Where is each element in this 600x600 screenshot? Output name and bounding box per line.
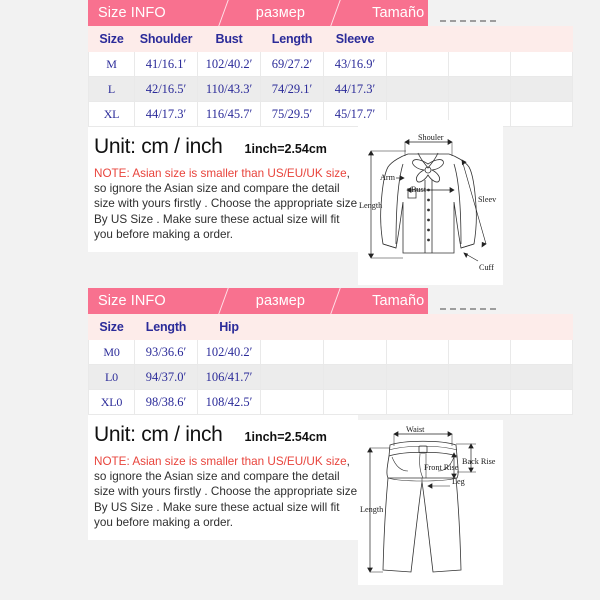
note-line: By US Size . Make sure these actual size will fit: [94, 500, 340, 514]
blouse-label-cuff: Cuff: [479, 263, 494, 272]
column-header: [511, 315, 573, 340]
cell-value: [324, 340, 387, 365]
column-header: Length: [261, 27, 324, 52]
banner-title-ru: размер: [255, 292, 306, 309]
blouse-label-shoulder: Shouler: [418, 133, 444, 142]
dashed-rule-top: [440, 20, 496, 22]
cell-size: L: [89, 77, 135, 102]
cell-value: [261, 390, 324, 415]
cell-value: 69/27.2′: [261, 52, 324, 77]
size-table-top: [88, 26, 573, 127]
table-row: [89, 52, 573, 77]
pants-label-length: Length: [360, 505, 384, 514]
pants-label-front-rise: Front Rise: [424, 463, 459, 472]
note-block: [94, 166, 358, 242]
cell-value: 108/42.5′: [198, 390, 261, 415]
dashed-rule-bottom: [440, 308, 496, 310]
cell-value: [511, 390, 573, 415]
cell-value: [511, 365, 573, 390]
table-row: [89, 77, 573, 102]
cell-value: [387, 365, 449, 390]
column-header: [449, 315, 511, 340]
note-heading: NOTE: Asian size is smaller than US/EU/UK size: [94, 167, 347, 180]
size-info-banner-top: [88, 0, 428, 26]
table-row: [89, 365, 573, 390]
cell-value: [449, 77, 511, 102]
banner-separator-icon: [218, 288, 228, 314]
blouse-label-bust: Bust: [411, 185, 427, 194]
cell-value: 98/38.6′: [135, 390, 198, 415]
table-header-row: [89, 27, 573, 52]
cell-value: [387, 52, 449, 77]
table-row: [89, 340, 573, 365]
cell-value: 106/41.7′: [198, 365, 261, 390]
cell-value: 102/40.2′: [198, 340, 261, 365]
cell-value: 75/29.5′: [261, 102, 324, 127]
cell-value: [261, 340, 324, 365]
cell-value: [511, 52, 573, 77]
banner-title-en: Size INFO: [98, 4, 166, 21]
cell-value: 43/16.9′: [324, 52, 387, 77]
unit-note-panel-top: [88, 127, 358, 252]
cell-value: [387, 77, 449, 102]
pants-label-leg: Leg: [452, 477, 465, 486]
size-info-banner-bottom: [88, 288, 428, 314]
pants-diagram-svg: [358, 420, 503, 585]
cell-value: 44/17.3′: [135, 102, 198, 127]
size-table-bottom: [88, 314, 573, 415]
cell-value: [261, 365, 324, 390]
column-header: [511, 27, 573, 52]
pants-label-waist: Waist: [406, 425, 425, 434]
blouse-label-arm: Arm: [380, 173, 396, 182]
banner-title-ru: размер: [255, 4, 306, 21]
cell-value: [449, 52, 511, 77]
cell-value: 42/16.5′: [135, 77, 198, 102]
blouse-label-sleeve: Sleev: [478, 195, 497, 204]
column-header: [261, 315, 324, 340]
banner-separator-icon: [330, 288, 340, 314]
column-header: Sleeve: [324, 27, 387, 52]
column-header: Length: [135, 315, 198, 340]
cell-value: 45/17.7′: [324, 102, 387, 127]
cell-value: [449, 390, 511, 415]
unit-row: [94, 423, 358, 447]
column-header: Hip: [198, 315, 261, 340]
note-line: [94, 454, 358, 484]
cell-value: [387, 390, 449, 415]
cell-value: 116/45.7′: [198, 102, 261, 127]
unit-label: Unit: cm / inch: [94, 423, 223, 446]
cell-value: [511, 340, 573, 365]
cell-value: [324, 365, 387, 390]
cell-value: 41/16.1′: [135, 52, 198, 77]
banner-separator-icon: [330, 0, 340, 26]
unit-row: [94, 135, 358, 159]
cell-value: [511, 77, 573, 102]
cell-size: M0: [89, 340, 135, 365]
banner-title-es: Tamaño: [372, 4, 425, 21]
column-header: [387, 27, 449, 52]
note-line-text: , so ignore the Asian size and compare the detail: [94, 167, 350, 196]
column-header: Bust: [198, 27, 261, 52]
column-header: [449, 27, 511, 52]
cell-size: M: [89, 52, 135, 77]
cell-value: [449, 365, 511, 390]
cell-size: XL0: [89, 390, 135, 415]
banner-title-en: Size INFO: [98, 292, 166, 309]
unit-label: Unit: cm / inch: [94, 135, 223, 158]
unit-conversion: 1inch=2.54cm: [244, 430, 327, 444]
note-line: By US Size . Make sure these actual size will fit: [94, 212, 340, 226]
cell-value: [511, 102, 573, 127]
cell-size: L0: [89, 365, 135, 390]
column-header: Size: [89, 27, 135, 52]
column-header: [324, 315, 387, 340]
blouse-measurement-diagram: [358, 120, 503, 285]
cell-value: 44/17.3′: [324, 77, 387, 102]
column-header: [387, 315, 449, 340]
note-line: you before making a order.: [94, 515, 234, 529]
cell-value: [324, 390, 387, 415]
blouse-diagram-svg: [358, 120, 503, 285]
cell-value: 74/29.1′: [261, 77, 324, 102]
unit-conversion: 1inch=2.54cm: [244, 142, 327, 156]
cell-value: 93/36.6′: [135, 340, 198, 365]
pants-measurement-diagram: [358, 420, 503, 585]
column-header: Size: [89, 315, 135, 340]
note-heading: NOTE: Asian size is smaller than US/EU/UK size: [94, 455, 347, 468]
note-line: size with yours firstly . Choose the appropriate size: [94, 485, 358, 499]
cell-value: 94/37.0′: [135, 365, 198, 390]
banner-title-es: Tamaño: [372, 292, 425, 309]
cell-size: XL: [89, 102, 135, 127]
cell-value: 110/43.3′: [198, 77, 261, 102]
table-header-row: [89, 315, 573, 340]
note-line: [94, 166, 358, 196]
cell-value: [449, 340, 511, 365]
column-header: Shoulder: [135, 27, 198, 52]
blouse-label-length: Length: [359, 201, 383, 210]
cell-value: 102/40.2′: [198, 52, 261, 77]
table-row: [89, 390, 573, 415]
banner-separator-icon: [218, 0, 228, 26]
cell-value: [387, 340, 449, 365]
note-block: [94, 454, 358, 530]
note-line: you before making a order.: [94, 227, 234, 241]
unit-note-panel-bottom: [88, 415, 358, 540]
note-line-text: , so ignore the Asian size and compare the detail: [94, 455, 350, 484]
pants-label-back-rise: Back Rise: [462, 457, 496, 466]
note-line: size with yours firstly . Choose the appropriate size: [94, 197, 358, 211]
